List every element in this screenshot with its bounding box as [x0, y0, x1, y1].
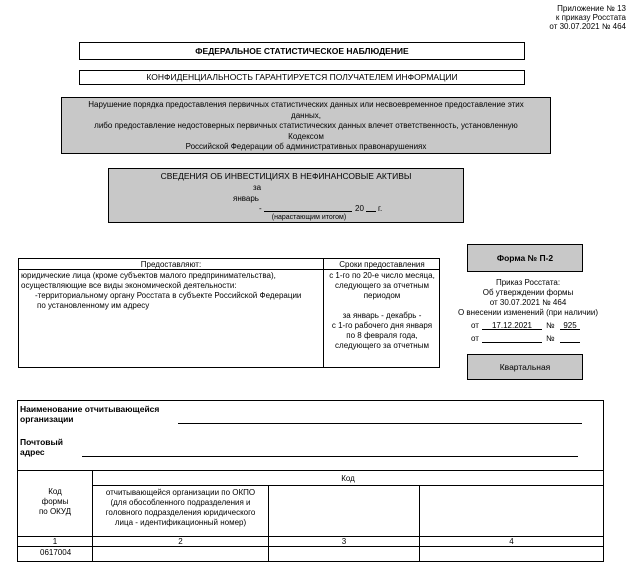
- okud-line2: формы: [41, 497, 69, 506]
- organization-table: [17, 400, 604, 562]
- col-number-3: 3: [341, 537, 347, 546]
- change-num1-label: №: [546, 321, 555, 330]
- postal-address-label: [20, 437, 63, 457]
- postal-line2: адрес: [20, 447, 45, 457]
- change-date1: 17.12.2021: [491, 321, 533, 330]
- form-name: Форма № П-2: [496, 253, 554, 263]
- year-input-line[interactable]: [366, 211, 376, 212]
- deadline-line5: с 1-го рабочего дня января: [331, 321, 433, 330]
- okud-value: 0617004: [40, 548, 72, 557]
- federal-observation-text: ФЕДЕРАЛЬНОЕ СТАТИСТИЧЕСКОЕ НАБЛЮДЕНИЕ: [195, 46, 409, 56]
- year-prefix: 20: [355, 204, 364, 213]
- change-number1-line[interactable]: [560, 329, 580, 330]
- order-line1: Приказ Росстата:: [495, 278, 561, 287]
- deadline-line1: с 1-го по 20-е число месяца,: [329, 271, 435, 280]
- violation-notice: [61, 97, 551, 154]
- deadline-line7: следующего за отчетным: [335, 341, 429, 350]
- order-line4: О внесении изменений (при наличии): [457, 308, 599, 317]
- violation-line1: Нарушение порядка предоставления первичных статистических данных или несвоевременное предоставление этих: [88, 100, 524, 109]
- periodicity: Квартальная: [499, 362, 551, 372]
- org-name-field[interactable]: [178, 423, 582, 424]
- violation-line4: Кодексом: [288, 131, 324, 141]
- report-title-box: [108, 168, 464, 223]
- deadline-line4: за январь - декабрь -: [342, 311, 422, 320]
- appendix-note: [426, 4, 626, 31]
- okud-line3: по ОКУД: [38, 507, 72, 516]
- change-from1-label: от: [471, 321, 479, 330]
- confidential-text: КОНФИДЕНЦИАЛЬНОСТЬ ГАРАНТИРУЕТСЯ ПОЛУЧАТЕЛЕМ ИНФОРМАЦИИ: [146, 72, 458, 82]
- cumulative-note: (нарастающим итогом): [271, 214, 347, 221]
- okpo-line2: (для обособленного подразделения и: [110, 498, 251, 507]
- violation-line3: либо предоставление недостоверных первичных статистических данных влечет ответственность, установленную: [94, 121, 518, 130]
- period-dash: -: [259, 204, 262, 213]
- okud-header: [18, 487, 92, 517]
- postal-line1: Почтовый: [20, 437, 63, 447]
- okpo-line3: головного подразделения юридического: [105, 508, 256, 517]
- col-number-2: 2: [178, 537, 183, 546]
- change-date2-line[interactable]: [482, 342, 542, 343]
- appendix-line1: Приложение № 13: [557, 4, 626, 13]
- change-date1-line[interactable]: [482, 329, 542, 330]
- okpo-line4: лица - идентификационный номер): [114, 518, 247, 527]
- org-name-label: [20, 404, 159, 424]
- okpo-line1: отчитывающейся организации по ОКПО: [105, 488, 256, 497]
- submitters-table: [18, 258, 440, 368]
- submitters-line4: по установленному им адресу: [37, 301, 150, 310]
- okpo-header: [93, 488, 268, 528]
- appendix-line2: к приказу Росстата: [555, 13, 626, 22]
- appendix-line3: от 30.07.2021 № 464: [549, 22, 626, 31]
- col-number-4: 4: [509, 537, 514, 546]
- period-month-underline[interactable]: [264, 211, 352, 212]
- order-info: [448, 278, 608, 318]
- deadline-line3: периодом: [363, 291, 401, 300]
- period-month: январь: [233, 194, 259, 203]
- order-line3: от 30.07.2021 № 464: [489, 298, 567, 307]
- period-for-label: за: [253, 183, 262, 192]
- submitters-line3: -территориальному органу Росстата в субъекте Российской Федерации: [35, 291, 302, 300]
- okud-line1: Код: [48, 487, 62, 496]
- periodicity-box: [467, 354, 583, 380]
- codes-head: Код: [341, 474, 355, 483]
- change-number2-line[interactable]: [560, 342, 580, 343]
- year-suffix: г.: [378, 204, 383, 213]
- deadlines-head: Сроки предоставления: [339, 260, 425, 269]
- form-name-box: [467, 244, 583, 272]
- org-name-line1: Наименование отчитывающейся: [20, 404, 160, 414]
- order-line2: Об утверждении формы: [482, 288, 574, 297]
- col-number-1: 1: [52, 537, 58, 546]
- report-title: СВЕДЕНИЯ ОБ ИНВЕСТИЦИЯХ В НЕФИНАНСОВЫЕ АКТИВЫ: [160, 171, 412, 181]
- change-num2-label: №: [546, 334, 555, 343]
- deadline-line6: по 8 февраля года,: [346, 331, 418, 340]
- deadline-line2: следующего за отчетным: [335, 281, 429, 290]
- deadlines-text: [324, 271, 440, 351]
- submitters-head: Предоставляют:: [140, 260, 202, 269]
- change-from2-label: от: [471, 334, 479, 343]
- org-name-line2: организации: [20, 414, 74, 424]
- federal-observation-box: [79, 42, 525, 60]
- violation-line5: Российской Федерации об административных правонарушениях: [185, 142, 427, 151]
- submitters-line1: юридические лица (кроме субъектов малого предпринимательства),: [21, 271, 276, 280]
- confidential-box: [79, 70, 525, 85]
- postal-address-field[interactable]: [82, 456, 578, 457]
- change-number1: 925: [563, 321, 577, 330]
- violation-line2: данных,: [291, 110, 321, 120]
- submitters-line2: осуществляющие все виды экономической деятельности:: [21, 281, 237, 290]
- submitters-text: [21, 271, 321, 311]
